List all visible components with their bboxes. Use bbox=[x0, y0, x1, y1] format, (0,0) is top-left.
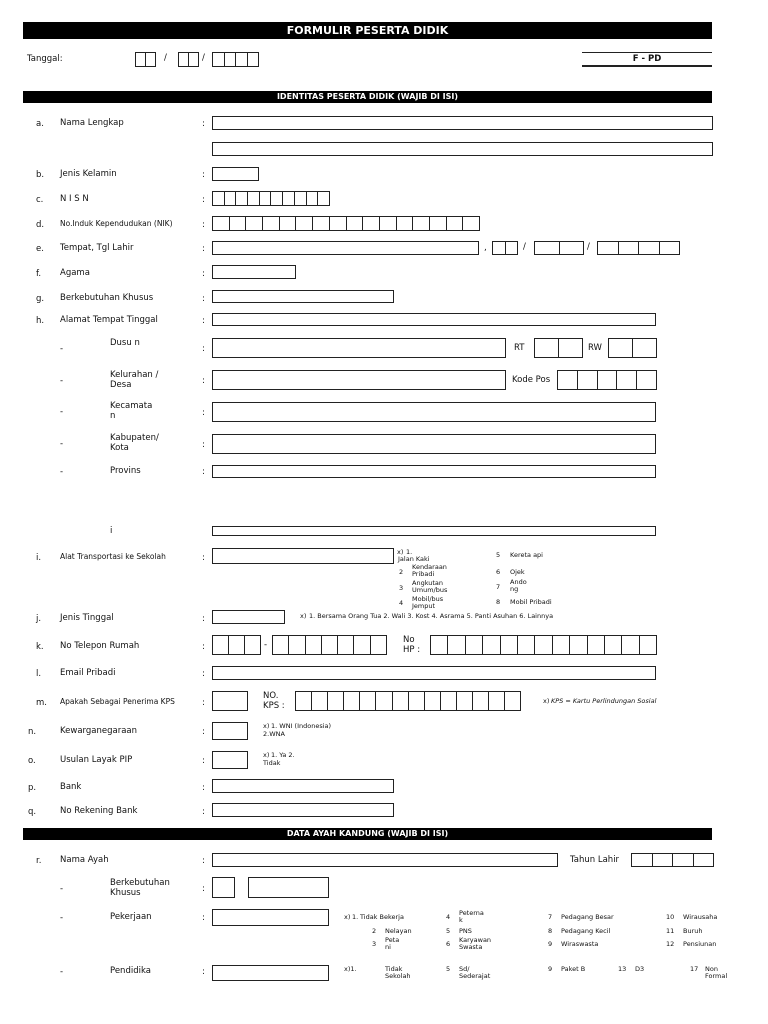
digit-cell[interactable] bbox=[313, 217, 330, 230]
option-text: Non Formal bbox=[705, 965, 728, 980]
colon: : bbox=[202, 467, 205, 477]
row-letter: q. bbox=[28, 807, 37, 817]
bullet: - bbox=[60, 967, 64, 977]
option-num: 1. bbox=[352, 913, 359, 921]
option-text: PNS bbox=[459, 927, 472, 935]
option-num: 3 bbox=[372, 940, 377, 948]
digit-cell[interactable] bbox=[397, 217, 414, 230]
digit-cell[interactable] bbox=[360, 692, 376, 710]
digit-cell[interactable] bbox=[425, 692, 441, 710]
option-num: 4 bbox=[446, 913, 451, 921]
digit-cell[interactable] bbox=[225, 192, 237, 205]
provinsi-input-2[interactable] bbox=[212, 526, 656, 536]
digit-cell[interactable] bbox=[632, 854, 653, 866]
digit-cell[interactable] bbox=[318, 192, 330, 205]
digit-cell[interactable] bbox=[673, 854, 694, 866]
digit-cell[interactable] bbox=[535, 339, 559, 357]
bullet: - bbox=[60, 884, 64, 894]
option-num: 12 bbox=[666, 940, 675, 948]
date-separator: / bbox=[587, 242, 590, 252]
ayah-pendidikan-input[interactable] bbox=[212, 965, 329, 981]
tgl-lahir-day[interactable] bbox=[492, 241, 518, 255]
kode-pos-input[interactable] bbox=[557, 370, 657, 390]
digit-cell[interactable] bbox=[431, 636, 448, 654]
tahun-lahir-input[interactable] bbox=[631, 853, 714, 867]
nisn-input[interactable] bbox=[212, 191, 330, 206]
option-text: Peterna k bbox=[459, 909, 484, 924]
digit-cell[interactable] bbox=[640, 636, 657, 654]
option-text: Kendaraan Pribadi bbox=[412, 563, 447, 578]
kecamatan-label: Kecamata n bbox=[110, 401, 153, 421]
row-letter: g. bbox=[36, 294, 45, 304]
nama-ayah-label: Nama Ayah bbox=[60, 855, 109, 865]
option-num: 6 bbox=[446, 940, 451, 948]
colon: : bbox=[202, 376, 205, 386]
kecamatan-input[interactable] bbox=[212, 402, 656, 422]
bullet: - bbox=[60, 439, 64, 449]
pip-label: Usulan Layak PIP bbox=[60, 755, 133, 765]
rekening-input[interactable] bbox=[212, 803, 394, 817]
dusun-input[interactable] bbox=[212, 338, 506, 358]
digit-cell[interactable] bbox=[295, 192, 307, 205]
digit-cell[interactable] bbox=[694, 854, 715, 866]
colon: : bbox=[202, 269, 205, 279]
option-text: Pensiunan bbox=[683, 940, 717, 948]
digit-cell[interactable] bbox=[660, 242, 681, 254]
dusun-label: Dusu n bbox=[110, 338, 140, 348]
agama-label: Agama bbox=[60, 268, 90, 278]
digit-cell[interactable] bbox=[518, 636, 535, 654]
digit-cell[interactable] bbox=[598, 371, 618, 389]
digit-cell[interactable] bbox=[489, 692, 505, 710]
kabupaten-input[interactable] bbox=[212, 434, 656, 454]
row-letter: p. bbox=[28, 783, 37, 793]
option-text: Paket B bbox=[561, 965, 586, 973]
date-separator: / bbox=[164, 53, 167, 63]
option-mark: x) bbox=[543, 697, 550, 705]
digit-cell[interactable] bbox=[376, 692, 392, 710]
digit-cell[interactable] bbox=[441, 692, 457, 710]
jenis-kelamin-input[interactable] bbox=[212, 167, 259, 181]
option-text: Nelayan bbox=[385, 927, 412, 935]
berkebutuhan-khusus-input[interactable] bbox=[212, 290, 394, 303]
option-text: Tidak Bekerja bbox=[360, 913, 404, 921]
digit-cell[interactable] bbox=[213, 192, 225, 205]
digit-cell[interactable] bbox=[230, 217, 247, 230]
nisn-label: N I S N bbox=[60, 194, 89, 204]
digit-cell[interactable] bbox=[633, 339, 657, 357]
option-text: 2.WNA bbox=[263, 730, 285, 738]
colon: : bbox=[202, 614, 205, 624]
option-num: 7 bbox=[548, 913, 553, 921]
digit-cell[interactable] bbox=[260, 192, 272, 205]
digit-cell[interactable] bbox=[505, 692, 521, 710]
digit-cell[interactable] bbox=[578, 371, 598, 389]
date-separator: / bbox=[202, 53, 205, 63]
row-letter: d. bbox=[36, 220, 45, 230]
digit-cell[interactable] bbox=[347, 217, 364, 230]
colon: : bbox=[202, 642, 205, 652]
tempat-tgl-lahir-label: Tempat, Tgl Lahir bbox=[60, 243, 134, 253]
kps-ya-tidak-input[interactable] bbox=[212, 691, 248, 711]
option-num: 5 bbox=[446, 927, 451, 935]
digit-cell[interactable] bbox=[483, 636, 500, 654]
jenis-kelamin-label: Jenis Kelamin bbox=[60, 169, 117, 179]
transportasi-label: Alat Transportasi ke Sekolah bbox=[60, 552, 166, 561]
digit-cell[interactable] bbox=[430, 217, 447, 230]
colon: : bbox=[202, 884, 205, 894]
digit-cell[interactable] bbox=[617, 371, 637, 389]
rw-input[interactable] bbox=[608, 338, 657, 358]
option-num: 17 bbox=[690, 965, 699, 973]
row-letter: k. bbox=[36, 642, 44, 652]
date-year-field[interactable] bbox=[212, 52, 259, 67]
option-num: 13 bbox=[618, 965, 627, 973]
ayah-pekerjaan-input[interactable] bbox=[212, 909, 329, 926]
date-separator: / bbox=[523, 242, 526, 252]
transportasi-input[interactable] bbox=[212, 548, 394, 564]
tgl-lahir-month[interactable] bbox=[534, 241, 584, 255]
option-text: Karyawan Swasta bbox=[459, 936, 492, 951]
digit-cell[interactable] bbox=[637, 371, 657, 389]
option-num: 7 bbox=[496, 583, 501, 591]
telepon-kode-area-input[interactable] bbox=[212, 635, 261, 655]
colon: : bbox=[202, 967, 205, 977]
option-num: 1. bbox=[406, 548, 413, 556]
digit-cell[interactable] bbox=[393, 692, 409, 710]
kelurahan-input[interactable] bbox=[212, 370, 506, 390]
option-num: 5 bbox=[446, 965, 451, 973]
option-text: Tidak Sekolah bbox=[385, 965, 411, 980]
row-letter: e. bbox=[36, 244, 44, 254]
bullet: - bbox=[60, 913, 64, 923]
digit-cell[interactable] bbox=[560, 242, 585, 254]
digit-cell[interactable] bbox=[653, 854, 674, 866]
digit-cell[interactable] bbox=[493, 242, 506, 254]
tempat-lahir-input[interactable] bbox=[212, 241, 479, 255]
email-input[interactable] bbox=[212, 666, 656, 680]
digit-cell[interactable] bbox=[598, 242, 619, 254]
colon: : bbox=[202, 727, 205, 737]
digit-cell[interactable] bbox=[248, 192, 260, 205]
option-text: Jalan Kaki bbox=[398, 555, 430, 563]
digit-cell[interactable] bbox=[570, 636, 587, 654]
row-letter: l. bbox=[36, 669, 42, 679]
tahun-lahir-label: Tahun Lahir bbox=[570, 855, 620, 865]
bullet: - bbox=[60, 376, 64, 386]
bullet: - bbox=[60, 344, 64, 354]
nama-lengkap-input-2[interactable] bbox=[212, 142, 713, 156]
digit-cell[interactable] bbox=[448, 636, 465, 654]
option-text: Tidak bbox=[263, 759, 281, 767]
tanggal-label: Tanggal: bbox=[27, 54, 63, 64]
digit-cell[interactable] bbox=[283, 192, 295, 205]
bank-label: Bank bbox=[60, 782, 82, 792]
option-mark: x) bbox=[397, 548, 404, 556]
digit-cell[interactable] bbox=[322, 636, 338, 654]
digit-cell[interactable] bbox=[466, 636, 483, 654]
option-mark: x) bbox=[263, 722, 270, 730]
row-letter: h. bbox=[36, 316, 45, 326]
bullet: - bbox=[60, 467, 64, 477]
digit-cell[interactable] bbox=[605, 636, 622, 654]
digit-cell[interactable] bbox=[273, 636, 289, 654]
digit-cell[interactable] bbox=[371, 636, 387, 654]
telepon-rumah-input[interactable] bbox=[272, 635, 387, 655]
dash: - bbox=[264, 640, 268, 650]
option-num: 10 bbox=[666, 913, 675, 921]
option-text: Peta ni bbox=[385, 936, 400, 951]
option-num: 9 bbox=[548, 940, 553, 948]
form-code: F - PD bbox=[582, 52, 712, 67]
date-month-field[interactable] bbox=[178, 52, 199, 67]
alamat-label: Alamat Tempat Tinggal bbox=[60, 315, 158, 325]
pip-input[interactable] bbox=[212, 751, 248, 769]
colon: : bbox=[202, 698, 205, 708]
option-mark: x) bbox=[300, 612, 307, 620]
row-letter: m. bbox=[36, 698, 47, 708]
colon: : bbox=[202, 856, 205, 866]
colon: : bbox=[202, 344, 205, 354]
comma: , bbox=[484, 243, 487, 253]
provinsi-input[interactable] bbox=[212, 465, 656, 478]
option-text: Ando ng bbox=[510, 578, 527, 593]
option-mark: x)1. bbox=[344, 965, 357, 973]
jenis-tinggal-options: 1. Bersama Orang Tua 2. Wali 3. Kost 4. Asrama 5. Panti Asuhan 6. Lainnya bbox=[309, 612, 554, 620]
digit-cell[interactable] bbox=[639, 242, 660, 254]
digit-cell[interactable] bbox=[447, 217, 464, 230]
digit-cell[interactable] bbox=[463, 217, 480, 230]
digit-cell[interactable] bbox=[535, 242, 560, 254]
option-num: 2 bbox=[399, 568, 404, 576]
ayah-pendidikan-label: Pendidika bbox=[110, 966, 151, 976]
row-letter: a. bbox=[36, 119, 44, 129]
nik-label: No.Induk Kependudukan (NIK) bbox=[60, 219, 173, 228]
option-text: Pedagang Kecil bbox=[561, 927, 611, 935]
section-ayah-title: DATA AYAH KANDUNG (WAJIB DI ISI) bbox=[23, 828, 712, 840]
digit-cell[interactable] bbox=[330, 217, 347, 230]
digit-cell[interactable] bbox=[619, 242, 640, 254]
colon: : bbox=[202, 244, 205, 254]
digit-cell[interactable] bbox=[296, 692, 312, 710]
digit-cell[interactable] bbox=[296, 217, 313, 230]
digit-cell[interactable] bbox=[559, 339, 583, 357]
option-text: Pedagang Besar bbox=[561, 913, 614, 921]
digit-cell[interactable] bbox=[307, 192, 319, 205]
option-num: 5 bbox=[496, 551, 501, 559]
digit-cell[interactable] bbox=[609, 339, 633, 357]
digit-cell[interactable] bbox=[588, 636, 605, 654]
nik-input[interactable] bbox=[212, 216, 480, 231]
row-letter: b. bbox=[36, 170, 45, 180]
option-text: Sd/ Sederajat bbox=[459, 965, 491, 980]
digit-cell[interactable] bbox=[312, 692, 328, 710]
rekening-label: No Rekening Bank bbox=[60, 806, 138, 816]
option-text: Wiraswasta bbox=[561, 940, 599, 948]
jenis-tinggal-input[interactable] bbox=[212, 610, 285, 624]
digit-cell[interactable] bbox=[245, 636, 261, 654]
section-identitas-title: IDENTITAS PESERTA DIDIK (WAJIB DI ISI) bbox=[23, 91, 712, 103]
row-letter: c. bbox=[36, 195, 44, 205]
bank-input[interactable] bbox=[212, 779, 394, 793]
option-text: 1. Ya 2. bbox=[271, 751, 295, 759]
digit-cell[interactable] bbox=[280, 217, 297, 230]
colon: : bbox=[202, 440, 205, 450]
row-letter: i. bbox=[36, 553, 42, 563]
digit-cell[interactable] bbox=[354, 636, 370, 654]
provinsi-label-wrap: i bbox=[110, 526, 113, 536]
option-text: Ojek bbox=[510, 568, 525, 576]
colon: : bbox=[202, 807, 205, 817]
row-letter: n. bbox=[28, 727, 37, 737]
berkebutuhan-khusus-label: Berkebutuhan Khusus bbox=[60, 293, 154, 303]
nama-lengkap-input[interactable] bbox=[212, 116, 713, 130]
kps-note: KPS = Kartu Perlindungan Sosial bbox=[551, 697, 657, 705]
kelurahan-label: Kelurahan / Desa bbox=[110, 370, 159, 390]
digit-cell[interactable] bbox=[380, 217, 397, 230]
kewarganegaraan-label: Kewarganegaraan bbox=[60, 726, 138, 736]
digit-cell[interactable] bbox=[622, 636, 639, 654]
digit-cell[interactable] bbox=[246, 217, 263, 230]
row-letter: o. bbox=[28, 756, 36, 766]
option-num: 9 bbox=[548, 965, 553, 973]
digit-cell[interactable] bbox=[328, 692, 344, 710]
digit-cell[interactable] bbox=[263, 217, 280, 230]
digit-cell[interactable] bbox=[236, 192, 248, 205]
jenis-tinggal-label: Jenis Tinggal bbox=[60, 613, 114, 623]
digit-cell[interactable] bbox=[506, 242, 519, 254]
kode-pos-label: Kode Pos bbox=[512, 375, 551, 385]
digit-cell[interactable] bbox=[306, 636, 322, 654]
ayah-berkebutuhan-input[interactable] bbox=[248, 877, 329, 898]
option-num: 2 bbox=[372, 927, 377, 935]
colon: : bbox=[202, 913, 205, 923]
option-num: 3 bbox=[399, 584, 404, 592]
colon: : bbox=[202, 756, 205, 766]
option-text: Mobil Pribadi bbox=[510, 598, 552, 606]
digit-cell[interactable] bbox=[473, 692, 489, 710]
kabupaten-label: Kabupaten/ Kota bbox=[110, 433, 159, 453]
option-mark: x) bbox=[263, 751, 270, 759]
no-hp-label: No HP : bbox=[403, 635, 421, 655]
no-kps-label: NO. KPS : bbox=[263, 691, 285, 711]
colon: : bbox=[202, 294, 205, 304]
digit-cell[interactable] bbox=[344, 692, 360, 710]
colon: : bbox=[202, 316, 205, 326]
telepon-rumah-label: No Telepon Rumah bbox=[60, 641, 140, 651]
option-text: Mobil/bus Jemput bbox=[412, 595, 444, 610]
row-letter: r. bbox=[36, 856, 42, 866]
digit-cell[interactable] bbox=[501, 636, 518, 654]
tgl-lahir-year[interactable] bbox=[597, 241, 680, 255]
row-letter: f. bbox=[36, 269, 42, 279]
option-text: Angkutan Umum/bus bbox=[412, 579, 448, 594]
email-label: Email Pribadi bbox=[60, 668, 116, 678]
option-num: 4 bbox=[399, 599, 404, 607]
digit-cell[interactable] bbox=[363, 217, 380, 230]
colon: : bbox=[202, 783, 205, 793]
date-day-field[interactable] bbox=[135, 52, 156, 67]
option-num: 8 bbox=[496, 598, 501, 606]
digit-cell[interactable] bbox=[553, 636, 570, 654]
digit-cell[interactable] bbox=[213, 636, 229, 654]
row-letter: j. bbox=[36, 614, 42, 624]
digit-cell[interactable] bbox=[457, 692, 473, 710]
ayah-berkebutuhan-code-input[interactable] bbox=[212, 877, 235, 898]
digit-cell[interactable] bbox=[213, 217, 230, 230]
colon: : bbox=[202, 195, 205, 205]
option-text: Wirausaha bbox=[683, 913, 718, 921]
colon: : bbox=[202, 170, 205, 180]
option-text: Kereta api bbox=[510, 551, 543, 559]
option-num: 6 bbox=[496, 568, 501, 576]
option-mark: x) bbox=[344, 913, 351, 921]
nama-ayah-input[interactable] bbox=[212, 853, 558, 867]
kewarganegaraan-input[interactable] bbox=[212, 722, 248, 740]
no-kps-input[interactable] bbox=[295, 691, 521, 711]
colon: : bbox=[202, 119, 205, 129]
rt-input[interactable] bbox=[534, 338, 583, 358]
kps-label: Apakah Sebagai Penerima KPS bbox=[60, 697, 175, 706]
digit-cell[interactable] bbox=[535, 636, 552, 654]
bullet: - bbox=[60, 407, 64, 417]
digit-cell[interactable] bbox=[413, 217, 430, 230]
colon: : bbox=[202, 553, 205, 563]
digit-cell[interactable] bbox=[338, 636, 354, 654]
option-text: 1. WNI (Indonesia) bbox=[271, 722, 332, 730]
no-hp-input[interactable] bbox=[430, 635, 657, 655]
ayah-pekerjaan-label: Pekerjaan bbox=[110, 912, 152, 922]
digit-cell[interactable] bbox=[289, 636, 305, 654]
digit-cell[interactable] bbox=[558, 371, 578, 389]
ayah-berkebutuhan-label: Berkebutuhan Khusus bbox=[110, 878, 170, 898]
option-text: Buruh bbox=[683, 927, 703, 935]
digit-cell[interactable] bbox=[271, 192, 283, 205]
option-num: 8 bbox=[548, 927, 553, 935]
provinsi-label: Provins bbox=[110, 466, 141, 476]
digit-cell[interactable] bbox=[229, 636, 245, 654]
colon: : bbox=[202, 408, 205, 418]
colon: : bbox=[202, 669, 205, 679]
rt-label: RT bbox=[514, 343, 525, 353]
form-title: FORMULIR PESERTA DIDIK bbox=[23, 22, 712, 39]
rw-label: RW bbox=[588, 343, 602, 353]
option-text: D3 bbox=[635, 965, 645, 973]
agama-input[interactable] bbox=[212, 265, 296, 279]
option-num: 11 bbox=[666, 927, 675, 935]
alamat-input[interactable] bbox=[212, 313, 656, 326]
digit-cell[interactable] bbox=[409, 692, 425, 710]
nama-lengkap-label: Nama Lengkap bbox=[60, 118, 124, 128]
colon: : bbox=[202, 220, 205, 230]
